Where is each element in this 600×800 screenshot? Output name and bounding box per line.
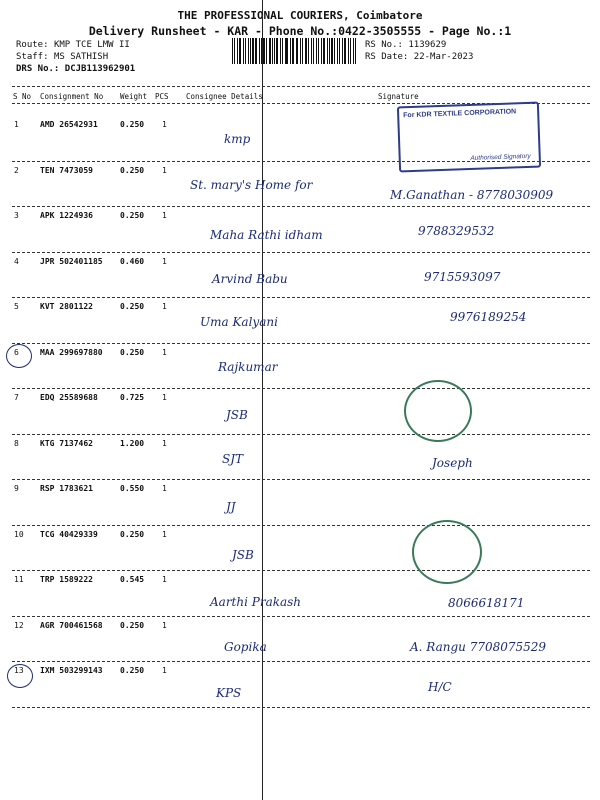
barcode-bar (286, 38, 288, 64)
barcode-bar (296, 38, 297, 64)
row-consignment-no: KVT 2801122 (40, 302, 93, 311)
row-weight: 0.725 (120, 393, 145, 402)
row-divider (12, 661, 590, 662)
rs-date-value: 22-Mar-2023 (413, 52, 474, 62)
row-divider (12, 525, 590, 526)
handwritten-consignee: kmp (224, 132, 251, 146)
row-weight: 0.250 (120, 302, 145, 311)
company-stamp (397, 102, 541, 173)
handwritten-consignee: Gopika (224, 640, 267, 654)
barcode-bar (290, 38, 291, 64)
row-weight: 0.250 (120, 620, 145, 630)
barcode-bar (342, 38, 343, 64)
handwritten-consignee: Aarthi Prakash (210, 595, 302, 609)
barcode-bar (321, 38, 322, 64)
row-consignment-no: TCG 40429339 (40, 529, 98, 539)
barcode-bar (302, 38, 303, 64)
row-consignment-no: TRP 1589222 (40, 575, 93, 584)
row-pcs: 1 (162, 256, 167, 266)
barcode-bar (255, 38, 257, 64)
row-sno: 7 (14, 393, 19, 402)
barcode-bar (276, 38, 277, 64)
row-sno: 6 (14, 347, 19, 357)
round-seal-stamp (412, 520, 482, 584)
runsheet-subtitle: Delivery Runsheet - KAR - Phone No.:0422-3505555 - Page No.:1 (88, 24, 512, 38)
rs-date-line (365, 52, 473, 62)
barcode-bar (300, 38, 301, 64)
handwritten-consignee: St. mary's Home for (190, 178, 313, 192)
row-weight: 0.250 (120, 347, 145, 357)
barcode-bar (259, 38, 260, 64)
barcode-bar (250, 38, 251, 64)
handwritten-consignee: KPS (216, 686, 242, 700)
row-divider (12, 616, 590, 617)
row-sno: 4 (14, 256, 19, 266)
row-sno: 13 (14, 666, 24, 675)
route-label: Route: (16, 40, 49, 50)
handwritten-signature: 9788329532 (418, 224, 495, 238)
row-consignment-no: MAA 299697880 (40, 347, 103, 357)
route-value: KMP TCE LMW II (53, 40, 130, 50)
row-divider (12, 297, 590, 298)
row-pcs: 1 (162, 211, 167, 220)
barcode-bar (266, 38, 267, 64)
row-consignment-no: APK 1224936 (40, 211, 93, 220)
barcode-bar (280, 38, 281, 64)
rs-no-value: 1139629 (408, 40, 447, 50)
rs-no-line (365, 40, 446, 50)
row-pcs: 1 (162, 120, 167, 129)
row-weight: 0.545 (120, 575, 145, 584)
barcode-bar (334, 38, 335, 64)
barcode-bar (318, 38, 319, 64)
barcode-bar (252, 38, 253, 64)
barcode-bar (313, 38, 314, 64)
row-divider (12, 388, 590, 389)
barcode-bar (297, 38, 298, 64)
barcode-bar (353, 38, 354, 64)
barcode-bar (337, 38, 338, 64)
handwritten-consignee: Maha Rathi idham (210, 228, 323, 242)
company-name: THE PROFESSIONAL COURIERS, Coimbatore (177, 9, 423, 22)
drs-label: DRS No.: (16, 64, 60, 74)
barcode-bar (344, 38, 346, 64)
row-consignment-no: KTG 7137462 (40, 438, 93, 448)
row-consignment-no: AGR 700461568 (40, 620, 103, 630)
header-top-divider (12, 86, 590, 87)
row-weight: 0.550 (120, 484, 145, 493)
barcode-bar (239, 38, 241, 64)
barcode-bar (329, 38, 330, 64)
barcode-bar (308, 38, 309, 64)
row-weight: 0.250 (120, 529, 145, 539)
row-pcs: 1 (162, 393, 167, 402)
row-sno: 5 (14, 302, 19, 311)
row-sno: 3 (14, 211, 19, 220)
handwritten-signature: H/C (428, 680, 452, 694)
sno-circle-mark (7, 664, 33, 688)
handwritten-signature: Joseph (432, 456, 473, 470)
handwritten-consignee: SJT (222, 452, 244, 466)
round-seal-stamp (404, 380, 472, 442)
row-sno: 8 (14, 438, 19, 448)
row-sno: 12 (14, 620, 24, 630)
row-weight: 0.460 (120, 256, 145, 266)
barcode-bar (282, 38, 283, 64)
barcode-bar (327, 38, 328, 64)
handwritten-consignee: Arvind Babu (212, 272, 288, 286)
barcode-bar (248, 38, 249, 64)
row-consignment-no: AMD 26542931 (40, 120, 98, 129)
row-divider (12, 206, 590, 207)
row-weight: 0.250 (120, 120, 145, 129)
row-weight: 0.250 (120, 165, 145, 175)
rs-date-label: RS Date: (365, 52, 409, 62)
staff-value: MS SATHISH (53, 52, 109, 62)
row-consignment-no: RSP 1783621 (40, 484, 93, 493)
row-sno: 1 (14, 120, 19, 129)
row-pcs: 1 (162, 302, 167, 311)
authorised-signatory-text: Authorised Signatory (470, 152, 531, 162)
row-sno: 9 (14, 484, 19, 493)
barcode-bar (234, 38, 235, 64)
barcode-bar (339, 38, 340, 64)
barcode-bar (243, 38, 244, 64)
row-sno: 2 (14, 165, 19, 175)
col-consignee: Consignee Details (186, 92, 263, 101)
barcode-bar (348, 38, 349, 64)
col-consignment: Consignment No (40, 92, 104, 101)
vertical-rule (262, 0, 263, 800)
row-pcs: 1 (162, 484, 167, 493)
row-divider (12, 707, 590, 708)
barcode-bar (305, 38, 307, 64)
barcode-bar (355, 38, 356, 64)
row-pcs: 1 (162, 620, 167, 630)
col-sno: S No (13, 92, 32, 101)
barcode-bar (269, 38, 271, 64)
barcode-bar (245, 38, 246, 64)
barcode-bar (232, 38, 233, 64)
row-consignment-no: IXM 503299143 (40, 666, 103, 675)
row-pcs: 1 (162, 438, 167, 448)
row-pcs: 1 (162, 529, 167, 539)
barcode-bar (285, 38, 286, 64)
row-divider (12, 479, 590, 480)
barcode-bar (323, 38, 325, 64)
barcode (232, 38, 358, 64)
handwritten-signature: A. Rangu 7708075529 (410, 640, 547, 654)
row-consignment-no: JPR 502401185 (40, 256, 103, 266)
row-pcs: 1 (162, 165, 167, 175)
row-weight: 0.250 (120, 211, 145, 220)
staff-label: Staff: (16, 52, 49, 62)
col-signature: Signature (378, 92, 419, 101)
row-sno: 11 (14, 575, 24, 584)
handwritten-signature: 9715593097 (424, 270, 501, 284)
staff-line (16, 52, 108, 62)
barcode-bar (316, 38, 317, 64)
sno-circle-mark (6, 344, 32, 368)
rs-no-label: RS No.: (365, 40, 403, 50)
col-weight: Weight (120, 92, 148, 101)
row-divider (12, 252, 590, 253)
barcode-bar (311, 38, 312, 64)
drs-value: DCJB113962901 (64, 64, 136, 74)
handwritten-signature: 9976189254 (450, 310, 527, 324)
row-pcs: 1 (162, 666, 167, 675)
handwritten-consignee: JJ (226, 500, 236, 514)
handwritten-consignee: Uma Kalyani (200, 315, 278, 329)
row-divider (12, 434, 590, 435)
company-stamp-text: For KDR TEXTILE CORPORATION (403, 108, 517, 120)
barcode-bar (237, 38, 238, 64)
barcode-bar (274, 38, 275, 64)
handwritten-signature: 8066618171 (448, 596, 525, 610)
drs-line (16, 64, 135, 74)
row-divider (12, 343, 590, 344)
row-pcs: 1 (162, 575, 167, 584)
row-consignment-no: TEN 7473059 (40, 165, 93, 175)
barcode-bar (350, 38, 351, 64)
row-pcs: 1 (162, 347, 167, 357)
row-consignment-no: EDQ 25589688 (40, 393, 98, 402)
row-weight: 1.200 (120, 438, 145, 448)
col-pcs: PCS (155, 92, 169, 101)
barcode-bar (263, 38, 264, 64)
handwritten-consignee: Rajkumar (218, 360, 278, 374)
handwritten-signature: M.Ganathan - 8778030909 (390, 188, 554, 202)
row-sno: 10 (14, 529, 24, 539)
handwritten-consignee: JSB (226, 408, 248, 422)
row-divider (12, 570, 590, 571)
barcode-bar (331, 38, 332, 64)
barcode-bar (272, 38, 273, 64)
route-line (16, 40, 130, 50)
barcode-bar (292, 38, 293, 64)
handwritten-consignee: JSB (232, 548, 254, 562)
row-weight: 0.250 (120, 666, 145, 675)
